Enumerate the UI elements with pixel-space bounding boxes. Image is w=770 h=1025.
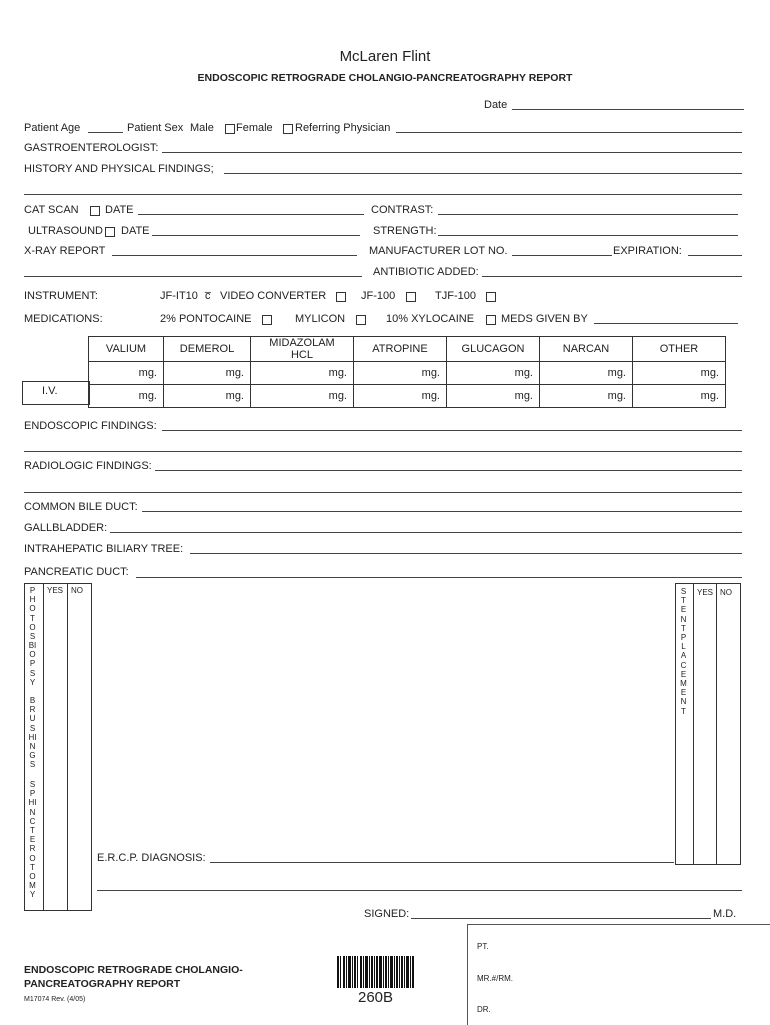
radiologic-findings-field-2[interactable]: [24, 492, 742, 493]
sphincterotomy-label: SPHINCTEROTOMY: [28, 780, 37, 900]
female-checkbox[interactable]: [225, 124, 235, 134]
endoscopic-findings-label: ENDOSCOPIC FINDINGS:: [24, 420, 157, 432]
dr-label: DR.: [477, 1005, 491, 1014]
video-converter-label: VIDEO CONVERTER: [220, 290, 327, 302]
mylicon-label: MYLICON: [295, 313, 346, 325]
drug-row-1: [89, 362, 726, 385]
signed-label: SIGNED:: [364, 908, 410, 920]
jf-100-label: JF-100: [361, 290, 396, 302]
patient-age-field[interactable]: [88, 132, 123, 133]
history-label: HISTORY AND PHYSICAL FINDINGS;: [24, 163, 214, 175]
date-field[interactable]: [512, 109, 744, 110]
gastro-field[interactable]: [162, 152, 742, 153]
hospital-name: McLaren Flint: [339, 48, 431, 65]
gastro-label: GASTROENTEROLOGIST:: [24, 142, 159, 154]
dose-cell[interactable]: mg.: [540, 362, 633, 385]
gallbladder-label: GALLBLADDER:: [24, 522, 108, 534]
report-title: ENDOSCOPIC RETROGRADE CHOLANGIO-PANCREATOGRAPHY REPORT: [197, 72, 573, 84]
dose-cell[interactable]: mg.: [354, 362, 447, 385]
grid-divider: [43, 583, 44, 911]
jf-it10-label: JF-IT10: [160, 290, 198, 302]
signature-field[interactable]: [411, 918, 711, 919]
history-field-2[interactable]: [24, 194, 742, 195]
no-label: NO: [71, 586, 83, 595]
pt-label: PT.: [477, 942, 489, 951]
cat-scan-label: CAT SCAN: [24, 204, 79, 216]
manufacturer-field[interactable]: [512, 255, 612, 256]
gallbladder-field[interactable]: [110, 532, 742, 533]
diagnosis-field[interactable]: [210, 862, 674, 863]
barcode-icon: [337, 956, 415, 988]
form-code: 260B: [358, 989, 394, 1006]
dose-cell[interactable]: mg.: [447, 362, 540, 385]
meds-given-by-label: MEDS GIVEN BY: [501, 313, 588, 325]
footer-title-2: PANCREATOGRAPHY REPORT: [24, 978, 181, 990]
xray-field-2[interactable]: [24, 276, 362, 277]
xylocaine-label: 10% XYLOCAINE: [386, 313, 475, 325]
grid-divider: [716, 583, 717, 865]
medications-label: MEDICATIONS:: [24, 313, 103, 325]
pontocaine-checkbox[interactable]: [262, 315, 272, 325]
diagnosis-field-2[interactable]: [97, 890, 742, 891]
strength-label: STRENGTH:: [373, 225, 437, 237]
cat-scan-checkbox[interactable]: [90, 206, 100, 216]
atropine-header: ATROPINE: [354, 337, 447, 362]
dose-cell[interactable]: mg.: [164, 362, 251, 385]
brushings-label: BRUSHINGS: [28, 696, 37, 770]
footer-title-1: ENDOSCOPIC RETROGRADE CHOLANGIO-: [24, 964, 243, 976]
dose-cell[interactable]: mg.: [89, 385, 164, 408]
narcan-header: NARCAN: [540, 337, 633, 362]
stent-no-label: NO: [720, 588, 732, 597]
tjf-100-label: TJF-100: [435, 290, 476, 302]
mylicon-checkbox[interactable]: [356, 315, 366, 325]
cat-date-label: DATE: [105, 204, 134, 216]
referring-physician-label: Referring Physician: [295, 122, 391, 134]
cat-date-field[interactable]: [138, 214, 364, 215]
drug-header-row: [89, 337, 726, 362]
cbd-field[interactable]: [142, 511, 742, 512]
endoscopic-findings-field-2[interactable]: [24, 451, 742, 452]
cbd-label: COMMON BILE DUCT:: [24, 501, 138, 513]
patient-age-label: Patient Age: [24, 122, 81, 134]
photos-label: PHOTOS: [29, 586, 36, 642]
with-symbol: c̅: [205, 290, 211, 302]
xray-label: X-RAY REPORT: [24, 245, 106, 257]
radiologic-findings-label: RADIOLOGIC FINDINGS:: [24, 460, 152, 472]
date-label: Date: [484, 99, 508, 111]
stent-placement-label: STENTPLACEMENT: [680, 587, 687, 716]
patient-sex-label: Patient Sex: [127, 122, 184, 134]
dose-cell[interactable]: mg.: [251, 362, 354, 385]
ultrasound-label: ULTRASOUND: [28, 225, 103, 237]
antibiotic-label: ANTIBIOTIC ADDED:: [373, 266, 479, 278]
jf-100-checkbox[interactable]: [406, 292, 416, 302]
xylocaine-checkbox[interactable]: [486, 315, 496, 325]
video-converter-checkbox[interactable]: [336, 292, 346, 302]
dose-cell[interactable]: mg.: [354, 385, 447, 408]
female-label: Female: [236, 122, 273, 134]
pancreatic-label: PANCREATIC DUCT:: [24, 566, 129, 578]
radiologic-findings-field[interactable]: [155, 470, 742, 471]
midazolam-header: MIDAZOLAM HCL: [251, 337, 354, 362]
form-number: M17074 Rev. (4/05): [24, 996, 86, 1003]
dose-cell[interactable]: mg.: [447, 385, 540, 408]
dose-cell[interactable]: mg.: [164, 385, 251, 408]
endoscopic-findings-field[interactable]: [162, 430, 742, 431]
tjf-100-checkbox[interactable]: [486, 292, 496, 302]
dose-cell[interactable]: mg.: [633, 385, 726, 408]
dose-cell[interactable]: mg.: [251, 385, 354, 408]
contrast-label: CONTRAST:: [371, 204, 434, 216]
expiration-label: EXPIRATION:: [613, 245, 682, 257]
dose-cell[interactable]: mg.: [633, 362, 726, 385]
expiration-field[interactable]: [688, 255, 742, 256]
demerol-header: DEMEROL: [164, 337, 251, 362]
valium-header: VALIUM: [89, 337, 164, 362]
biopsy-label: BIOPSY: [28, 641, 37, 687]
us-date-label: DATE: [121, 225, 150, 237]
stent-yes-label: YES: [697, 588, 714, 597]
iv-label: I.V.: [42, 385, 58, 397]
ultrasound-checkbox[interactable]: [105, 227, 115, 237]
drug-row-2: [89, 385, 726, 408]
diagnosis-label: E.R.C.P. DIAGNOSIS:: [97, 852, 206, 864]
other-header: OTHER: [633, 337, 726, 362]
dose-cell[interactable]: mg.: [540, 385, 633, 408]
md-label: M.D.: [713, 908, 737, 920]
intrahepatic-field[interactable]: [190, 553, 742, 554]
intrahepatic-label: INTRAHEPATIC BILIARY TREE:: [24, 543, 184, 555]
referring-checkbox[interactable]: [283, 124, 293, 134]
pontocaine-label: 2% PONTOCAINE: [160, 313, 252, 325]
xray-field[interactable]: [112, 255, 357, 256]
grid-divider: [693, 583, 694, 865]
glucagon-header: GLUCAGON: [447, 337, 540, 362]
drug-table: [88, 336, 726, 408]
us-date-field[interactable]: [152, 235, 360, 236]
strength-field[interactable]: [438, 235, 738, 236]
instrument-label: INSTRUMENT:: [24, 290, 98, 302]
contrast-field[interactable]: [438, 214, 738, 215]
male-label: Male: [190, 122, 214, 134]
antibiotic-field[interactable]: [482, 276, 742, 277]
meds-given-by-field[interactable]: [594, 323, 738, 324]
pancreatic-field[interactable]: [136, 577, 742, 578]
history-field[interactable]: [224, 173, 742, 174]
manufacturer-label: MANUFACTURER LOT NO.: [369, 245, 508, 257]
yes-label: YES: [47, 586, 64, 595]
referring-physician-field[interactable]: [396, 132, 742, 133]
grid-divider: [67, 583, 68, 911]
dose-cell[interactable]: mg.: [89, 362, 164, 385]
mr-label: MR.#/RM.: [477, 974, 513, 983]
